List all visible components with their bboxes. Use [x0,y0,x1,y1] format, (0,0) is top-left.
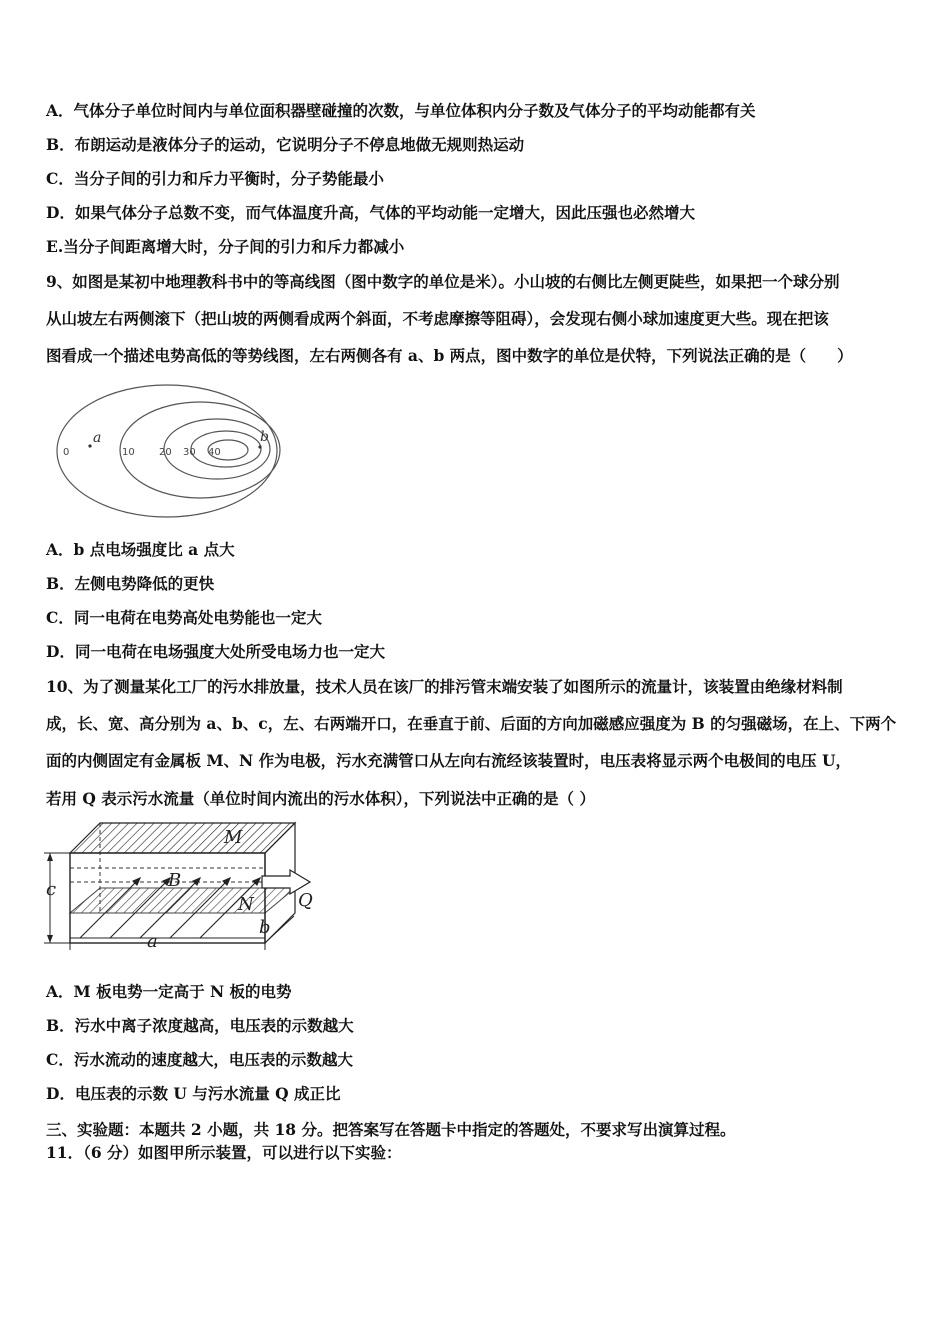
label-b: b [259,917,271,938]
q8-option-d: D．如果气体分子总数不变，而气体温度升高，气体的平均动能一定增大，因此压强也必然增大 [46,203,695,222]
q9-option-d: D．同一电荷在电场强度大处所受电场力也一定大 [46,642,385,661]
point-b-dot [258,445,261,448]
contour-10 [120,402,280,498]
contour-label-10: 10 [122,447,135,458]
q8-option-e: E.当分子间距离增大时，分子间的引力和斥力都减小 [46,237,405,256]
q9-contour-figure [54,383,284,523]
contour-30 [191,431,261,467]
q10-stem-line-1: 10、为了测量某化工厂的污水排放量，技术人员在该厂的排污管末端安装了如图所示的流量计，该装置由绝缘材料制 [46,677,843,696]
q9-stem-line-2: 从山坡左右两侧滚下（把山坡的两侧看成两个斜面，不考虑摩擦等阻碍），会发现右侧小球加速度更大些。现在把该 [46,309,829,328]
label-q: Q [298,890,313,911]
q8-option-a: A．气体分子单位时间内与单位面积器壁碰撞的次数，与单位体积内分子数及气体分子的平均动能都有关 [46,101,756,120]
q8-option-c: C．当分子间的引力和斥力平衡时，分子势能最小 [46,169,384,188]
q8-option-b: B．布朗运动是液体分子的运动，它说明分子不停息地做无规则热运动 [46,135,525,154]
q9-option-a: A．b 点电场强度比 a 点大 [46,540,235,559]
section-3-header: 三、实验题：本题共 2 小题，共 18 分。把答案写在答题卡中指定的答题处，不要求写出演算过程。 [46,1120,736,1139]
q10-stem-line-2: 成，长、宽、高分别为 a、b、c，左、右两端开口，在垂直于前、后面的方向加磁感应强度为 B 的匀强磁场，在上、下两个 [46,714,897,733]
q10-option-a: A．M 板电势一定高于 N 板的电势 [46,982,292,1001]
q9-stem-line-1: 9、如图是某初中地理教科书中的等高线图（图中数字的单位是米）。小山坡的右侧比左侧更陡些，如果把一个球分别 [46,272,840,291]
point-a-label: a [93,430,102,446]
q10-stem-line-3: 面的内侧固定有金属板 M、N 作为电极，污水充满管口从左向右流经该装置时，电压表将显示两个电极间的电压 U， [46,751,852,770]
label-b-field: B [168,870,182,891]
point-a-dot [88,444,91,447]
point-b-label: b [260,429,269,445]
label-a: a [147,931,158,952]
q10-stem-line-4: 若用 Q 表示污水流量（单位时间内流出的污水体积），下列说法中正确的是（ ） [46,789,595,808]
plate-n [70,888,295,913]
q10-option-d: D．电压表的示数 U 与污水流量 Q 成正比 [46,1084,341,1103]
q9-stem-line-3: 图看成一个描述电势高低的等势线图，左右两侧各有 a、b 两点，图中数字的单位是伏特，下列说法正确的是（ ） [46,346,853,365]
q10-option-b: B．污水中离子浓度越高，电压表的示数越大 [46,1016,354,1035]
contour-label-0: 0 [63,447,70,458]
contour-label-20: 20 [159,447,172,458]
q9-option-b: B．左侧电势降低的更快 [46,574,215,593]
plate-m [70,823,295,853]
q11-stem: 11．（6 分）如图甲所示装置，可以进行以下实验： [46,1143,402,1162]
contour-label-40: 40 [208,447,221,458]
label-n: N [238,894,254,915]
label-c: c [46,879,57,900]
label-m: M [224,827,243,848]
contour-label-30: 30 [183,447,196,458]
q9-option-c: C．同一电荷在电势高处电势能也一定大 [46,608,322,627]
q10-flowmeter-figure [40,818,330,954]
q10-option-c: C．污水流动的速度越大，电压表的示数越大 [46,1050,353,1069]
